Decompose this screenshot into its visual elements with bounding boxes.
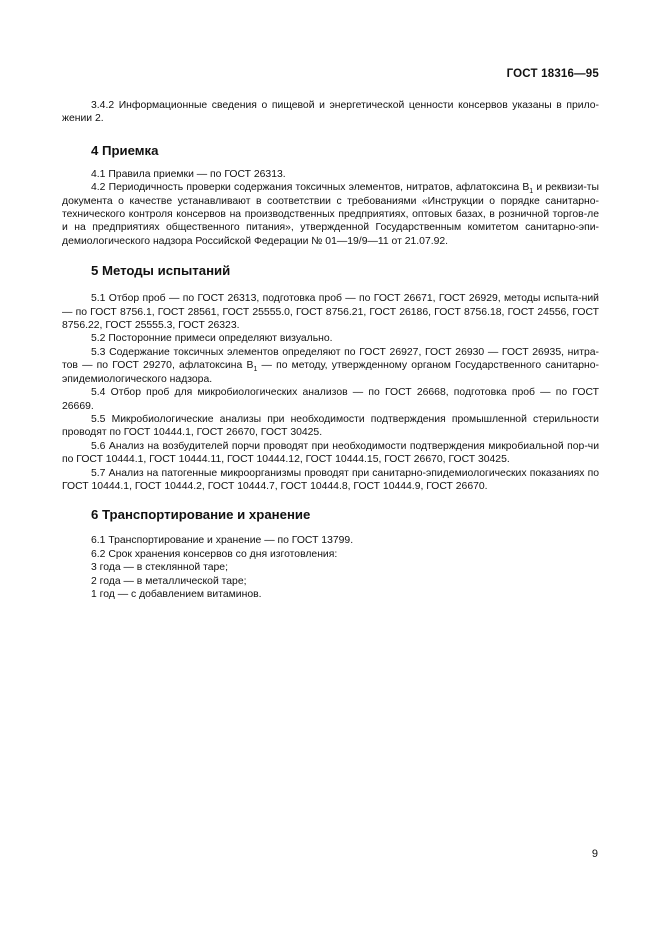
- paragraph-5-1: 5.1 Отбор проб — по ГОСТ 26313, подготовка проб — по ГОСТ 26671, ГОСТ 26929, методы испыта-ний — по ГОСТ 8756.1, ГОСТ 28561, ГОСТ 25555.0, ГОСТ 8756.21, ГОСТ 26186, ГОСТ 8756.18, ГОСТ 24556, ГОСТ 8756.22, ГОСТ 25555.3, ГОСТ 26323.: [62, 293, 599, 332]
- list-item: 1 год — с добавлением витаминов.: [91, 588, 262, 600]
- section-4-heading: 4 Приемка: [91, 142, 159, 158]
- paragraph-5-6: 5.6 Анализ на возбудителей порчи проводят при необходимости подтверждения микробиальной пор-чи по ГОСТ 10444.1, ГОСТ 10444.11, ГОСТ 10444.12, ГОСТ 10444.15, ГОСТ 26670, ГОСТ 30425.: [62, 440, 599, 466]
- paragraph-6-2: 6.2 Срок хранения консервов со дня изготовления:: [91, 548, 338, 560]
- paragraph-4-1: 4.1 Правила приемки — по ГОСТ 26313.: [91, 168, 286, 180]
- list-item: 2 года — в металлической таре;: [91, 575, 247, 587]
- paragraph-5-3-part-a: 5.3 Содержание токсичных элементов определяют по ГОСТ 26927, ГОСТ 26930 — ГОСТ 26935, нитра-тов — по ГОСТ 29270, афлатоксина В: [62, 346, 599, 372]
- paragraph-5-3: [62, 346, 599, 386]
- list-item: 3 года — в стеклянной таре;: [91, 562, 228, 574]
- section-6-heading: 6 Транспортирование и хранение: [91, 507, 311, 523]
- paragraph-5-5: 5.5 Микробиологические анализы при необходимости подтверждения промышленной стерильности проводят по ГОСТ 10444.1, ГОСТ 26670, ГОСТ 30425.: [62, 413, 599, 439]
- paragraph-6-1: 6.1 Транспортирование и хранение — по ГОСТ 13799.: [91, 535, 354, 547]
- paragraph-4-2-part-a: 4.2 Периодичность проверки содержания токсичных элементов, нитратов, афлатоксина В: [91, 182, 530, 194]
- paragraph-5-4: 5.4 Отбор проб для микробиологических анализов — по ГОСТ 26668, подготовка проб — по ГОСТ 26669.: [62, 387, 599, 412]
- paragraph-5-2: 5.2 Посторонние примеси определяют визуально.: [91, 333, 333, 345]
- section-5-heading: 5 Методы испытаний: [91, 263, 231, 279]
- subscript: 1: [253, 366, 258, 374]
- page-number: 9: [591, 848, 598, 860]
- document-body: [62, 99, 599, 601]
- subscript: 1: [529, 188, 534, 196]
- document-id-header: ГОСТ 18316—95: [506, 68, 599, 80]
- paragraph-3-4-2: 3.4.2 Информационные сведения о пищевой и энергетической ценности консервов указаны в прило-жении 2.: [62, 100, 599, 125]
- paragraph-5-3-part-b: — по методу, утвержденному органом Государственного санитарно-эпидемиологического надзора.: [62, 360, 600, 385]
- paragraph-5-7: 5.7 Анализ на патогенные микроорганизмы проводят при санитарно-эпидемиологических показаниях по ГОСТ 10444.1, ГОСТ 10444.2, ГОСТ 10444.7, ГОСТ 10444.8, ГОСТ 10444.9, ГОСТ 26670.: [62, 467, 599, 492]
- paragraph-4-2: [62, 181, 599, 248]
- paragraph-4-2-part-b: и реквизи-ты документа о качестве устанавливают в соответствии с требованиями «Инструкции о порядке санитарно-технического контроля консервов на производственных предприятиях, оптовых базах, в розничной торгов-ле и на предприятиях общественного питания», утвержденной Государственным комитетом санитарно-эпи-демиологического надзора Российской Федерации № 01—19/9—11 от 21.07.92.: [62, 182, 600, 247]
